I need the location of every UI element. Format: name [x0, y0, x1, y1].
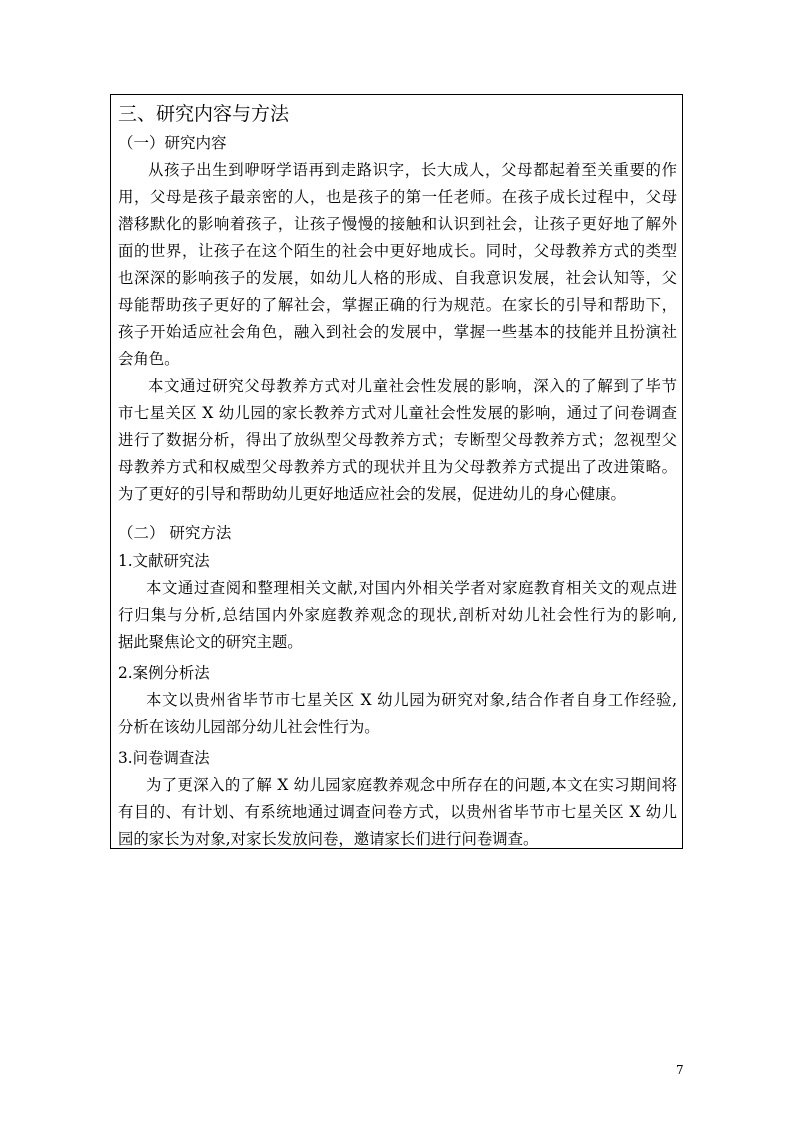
- paragraph-line: 潜移默化的影响着孩子，让孩子慢慢的接触和认识到社会，让孩子更好地了解外: [118, 215, 677, 233]
- paragraph-line: 市七星关区 X 幼儿园的家长教养方式对儿童社会性发展的影响，通过了问卷调查: [118, 404, 677, 422]
- section-heading: 三、研究内容与方法: [118, 103, 290, 125]
- subsection-heading-methods: （二） 研究方法: [118, 524, 232, 542]
- paragraph-line: 用，父母是孩子最亲密的人，也是孩子的第一任老师。在孩子成长过程中，父母: [118, 188, 677, 206]
- paragraph-line: 园的家长为对象,对家长发放问卷，邀请家长们进行问卷调查。: [118, 830, 539, 848]
- method-title: 2.案例分析法: [118, 664, 210, 682]
- paragraph-line: 从孩子出生到咿呀学语再到走路识字，长大成人，父母都起着至关重要的作: [148, 161, 677, 179]
- paragraph-line: 本文通过研究父母教养方式对儿童社会性发展的影响，深入的了解到了毕节: [148, 377, 677, 395]
- paragraph-line: 分析在该幼儿园部分幼儿社会性行为。: [118, 718, 380, 736]
- paragraph-line: 为了更好的引导和帮助幼儿更好地适应社会的发展，促进幼儿的身心健康。: [118, 485, 626, 503]
- paragraph-line: 为了更深入的了解 X 幼儿园家庭教养观念中所存在的问题,本文在实习期间将: [146, 776, 677, 794]
- paragraph-line: 母教养方式和权威型父母教养方式的现状并且为父母教养方式提出了改进策略。: [118, 458, 677, 476]
- method-title: 1.文献研究法: [118, 552, 210, 570]
- paragraph-line: 有目的、有计划、有系统地通过调查问卷方式，以贵州省毕节市七星关区 X 幼儿: [118, 803, 677, 821]
- paragraph-line: 也深深的影响孩子的发展，如幼儿人格的形成、自我意识发展，社会认知等，父: [118, 269, 677, 287]
- paragraph-line: 孩子开始适应社会角色，融入到社会的发展中，掌握一些基本的技能并且扮演社: [118, 323, 677, 341]
- paragraph-line: 面的世界，让孩子在这个陌生的社会中更好地成长。同时，父母教养方式的类型: [118, 242, 677, 260]
- subsection-heading-content: （一）研究内容: [118, 134, 227, 152]
- paragraph-line: 行归集与分析,总结国内外家庭教养观念的现状,剖析对幼儿社会性行为的影响,: [118, 606, 677, 624]
- paragraph-line: 进行了数据分析，得出了放纵型父母教养方式；专断型父母教养方式；忽视型父: [118, 431, 677, 449]
- paragraph-line: 本文以贵州省毕节市七星关区 X 幼儿园为研究对象,结合作者自身工作经验,: [146, 691, 677, 709]
- method-title: 3.问卷调查法: [118, 749, 210, 767]
- page-number: 7: [676, 1063, 684, 1077]
- paragraph-line: 会角色。: [118, 350, 180, 368]
- paragraph-line: 母能帮助孩子更好的了解社会，掌握正确的行为规范。在家长的引导和帮助下，: [118, 296, 677, 314]
- paragraph-line: 据此聚焦论文的研究主题。: [118, 633, 303, 651]
- paragraph-line: 本文通过查阅和整理相关文献,对国内外相关学者对家庭教育相关文的观点进: [146, 579, 677, 597]
- content-table-cell: [110, 94, 683, 849]
